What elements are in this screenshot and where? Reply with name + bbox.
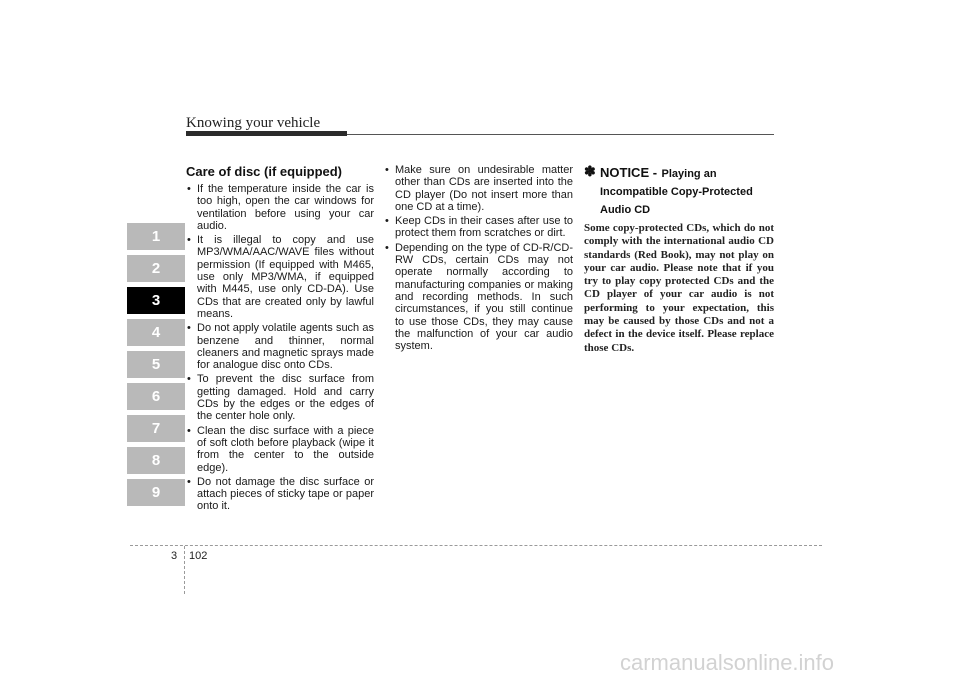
notice-star-icon: ✽ bbox=[584, 163, 596, 179]
column-2 bbox=[384, 164, 573, 354]
notice-body: Some copy-protected CDs, which do not comply with the international audio CD standards (Red Book), may not play on your car audio. Please note that if you try to play copy protected CDs and the CD player of your car audio is not performing to your expectation, this may be caused by those CDs and not a defect in the device itself. Please replace those CDs. bbox=[584, 222, 774, 354]
chapter-tabs bbox=[127, 223, 185, 511]
header-rule-thin bbox=[347, 134, 774, 135]
chapter-tab-9[interactable]: 9 bbox=[127, 479, 185, 506]
section-title: Care of disc (if equipped) bbox=[186, 164, 343, 179]
chapter-tab-2[interactable]: 2 bbox=[127, 255, 185, 282]
footer-chapter-number: 3 bbox=[171, 550, 178, 562]
notice-heading bbox=[584, 164, 774, 218]
notice-title: Playing an Incompatible Copy-Protected Audio CD bbox=[600, 168, 753, 216]
watermark: carmanualsonline.info bbox=[620, 650, 835, 675]
bullet-list-col2 bbox=[384, 164, 573, 352]
notice-box bbox=[584, 164, 774, 355]
page-header-title: Knowing your vehicle bbox=[186, 115, 321, 131]
chapter-tab-8[interactable]: 8 bbox=[127, 447, 185, 474]
bullet-list-col1 bbox=[186, 183, 374, 513]
bullet-item: • Do not apply volatile agents such as benzene and thinner, normal cleaners and magnetic sprays made for analogue disc onto CDs. bbox=[186, 322, 374, 371]
column-1 bbox=[186, 164, 374, 515]
chapter-tab-4[interactable]: 4 bbox=[127, 319, 185, 346]
bullet-item: • To prevent the disc surface from getting damaged. Hold and carry CDs by the edges or the edges of the center hole only. bbox=[186, 373, 374, 422]
bullet-item: • Clean the disc surface with a piece of soft cloth before playback (wipe it from the center to the outside edge). bbox=[186, 425, 374, 474]
bullet-item: • It is illegal to copy and use MP3/WMA/AAC/WAVE files without permission (If equipped with M465, use only MP3/WMA, if equipped with M445, use only CD-DA). Use CDs that are created only by lawful means. bbox=[186, 234, 374, 320]
bullet-item: • Make sure on undesirable matter other than CDs are inserted into the CD player (Do not insert more than one CD at a time). bbox=[384, 164, 573, 213]
chapter-tab-1[interactable]: 1 bbox=[127, 223, 185, 250]
notice-label: NOTICE - bbox=[600, 165, 658, 180]
bullet-item: • Do not damage the disc surface or attach pieces of sticky tape or paper onto it. bbox=[186, 476, 374, 513]
bullet-item: • If the temperature inside the car is too high, open the car windows for ventilation before using your car audio. bbox=[186, 183, 374, 232]
chapter-tab-7[interactable]: 7 bbox=[127, 415, 185, 442]
chapter-tab-3[interactable]: 3 bbox=[127, 287, 185, 314]
chapter-tab-6[interactable]: 6 bbox=[127, 383, 185, 410]
header-rule-thick bbox=[186, 131, 347, 136]
footer-divider bbox=[184, 546, 185, 594]
bullet-item: • Depending on the type of CD-R/CD-RW CDs, certain CDs may not operate normally according to manufacturing companies or making and recording methods. In such circumstances, if you still continue to use those CDs, they may cause the malfunction of your car audio system. bbox=[384, 242, 573, 353]
footer-rule bbox=[130, 545, 822, 546]
footer-page-number: 102 bbox=[189, 550, 208, 562]
chapter-tab-5[interactable]: 5 bbox=[127, 351, 185, 378]
bullet-item: • Keep CDs in their cases after use to protect them from scratches or dirt. bbox=[384, 215, 573, 240]
